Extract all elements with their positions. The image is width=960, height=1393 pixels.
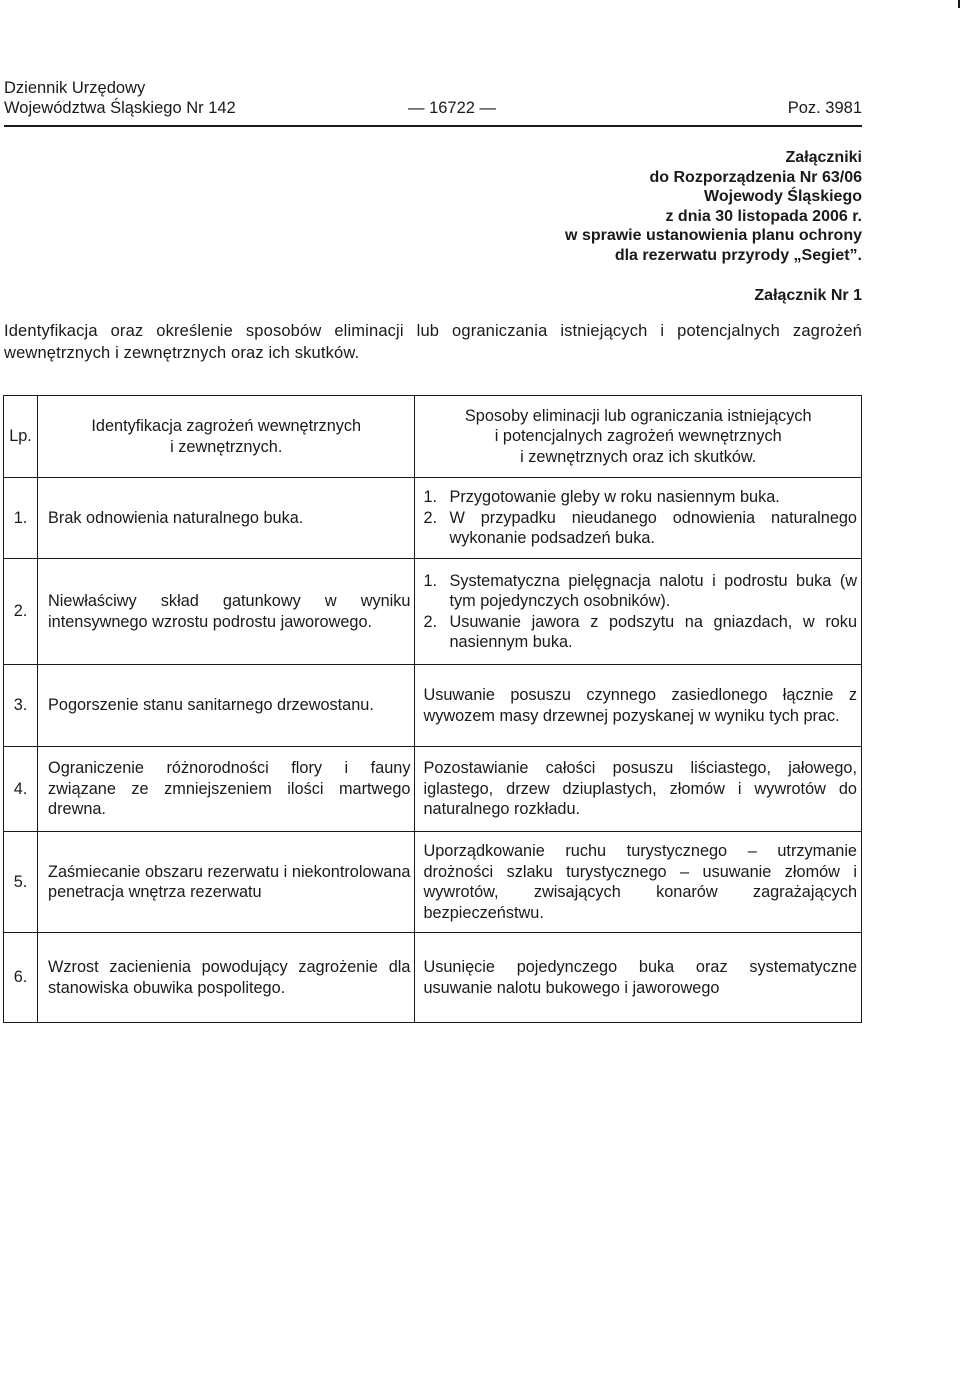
intro-paragraph: Identyfikacja oraz określenie sposobów eliminacji lub ograniczania istniejących i potencjalnych zagrożeń wewnętrznych i zewnętrznych oraz ich skutków.	[4, 322, 862, 362]
header-measures	[415, 396, 862, 478]
threat-cell: Pogorszenie stanu sanitarnego drzewostanu.	[38, 665, 415, 747]
measure-item-number: 1.	[423, 571, 438, 590]
position-number: Poz. 3981	[787, 99, 862, 117]
measure-cell: Uporządkowanie ruchu turystycznego – utrzymanie drożności szlaku turystycznego – usuwanie złomów i wywrotów, zwisających konarów zagrażających bezpieczeństwu.	[415, 832, 862, 933]
threats-table	[3, 395, 862, 1023]
measure-cell: Usuwanie posuszu czynnego zasiedlonego łącznie z wywozem masy drzewnej pozyskanej w wyniku tych prac.	[415, 665, 862, 747]
table-row	[4, 933, 862, 1023]
row-number: 4.	[4, 747, 38, 832]
journal-title-line2: Województwa Śląskiego Nr 142	[4, 99, 236, 117]
measure-item-text: Systematyczna pielęgnacja nalotu i podrostu buka (w tym pojedynczych osobników).	[449, 571, 857, 610]
measure-item-text: Przygotowanie gleby w roku nasiennym buka.	[449, 488, 780, 507]
threat-cell: Wzrost zacienienia powodujący zagrożenie dla stanowiska obuwika pospolitego.	[38, 933, 415, 1023]
measure-cell: Pozostawianie całości posuszu liściastego, jałowego, iglastego, drzew dziuplastych, złomów i wywrotów do naturalnego rozkładu.	[415, 747, 862, 832]
measure-item-number: 2.	[423, 612, 438, 631]
measure-cell	[415, 559, 862, 665]
measure-cell: Usunięcie pojedynczego buka oraz systematyczne usuwanie nalotu bukowego i jaworowego	[415, 933, 862, 1023]
row-number: 2.	[4, 559, 38, 665]
header-lp: Lp.	[4, 396, 38, 478]
annex-number: Załącznik Nr 1	[754, 287, 862, 304]
row-number: 5.	[4, 832, 38, 933]
running-header	[4, 78, 862, 118]
journal-title-line1: Dziennik Urzędowy	[4, 79, 146, 97]
header-measures-line: i potencjalnych zagrożeń wewnętrznych	[494, 427, 782, 446]
measure-item	[423, 612, 857, 653]
header-threats-line: i zewnętrznych.	[170, 437, 283, 456]
measure-item-number: 2.	[423, 508, 438, 527]
measure-item	[423, 487, 857, 508]
annex-line: do Rozporządzenia Nr 63/06	[649, 168, 862, 186]
table-row	[4, 665, 862, 747]
annex-line: Załączniki	[785, 149, 862, 166]
page-number: — 16722 —	[408, 99, 497, 117]
threat-cell: Zaśmiecanie obszaru rezerwatu i niekontrolowana penetracja wnętrza rezerwatu	[38, 832, 415, 933]
measure-item-text: Usuwanie jawora z podszytu na gniazdach, w roku nasiennym buka.	[449, 612, 857, 651]
header-threats-line: Identyfikacja zagrożeń wewnętrznych	[91, 417, 362, 435]
header-measures-line: Sposoby eliminacji lub ograniczania istniejących	[464, 406, 812, 425]
measure-item	[423, 508, 857, 549]
threat-cell: Niewłaściwy skład gatunkowy w wyniku intensywnego wzrostu podrostu jaworowego.	[38, 559, 415, 665]
measure-item-number: 1.	[423, 488, 438, 507]
annex-line: z dnia 30 listopada 2006 r.	[665, 207, 862, 225]
measure-cell	[415, 478, 862, 559]
measure-item	[423, 571, 857, 612]
threat-cell: Ograniczenie różnorodności flory i fauny związane ze zmniejszeniem ilości martwego drewna.	[38, 747, 415, 832]
annex-line: w sprawie ustanowienia planu ochrony	[565, 227, 862, 244]
table-row	[4, 478, 862, 559]
header-measures-line: i zewnętrznych oraz ich skutków.	[520, 447, 757, 466]
table-row	[4, 559, 862, 665]
table-row	[4, 747, 862, 832]
annex-line: dla rezerwatu przyrody „Segiet”.	[614, 246, 862, 264]
header-rule	[4, 125, 862, 127]
table-row	[4, 832, 862, 933]
row-number: 6.	[4, 933, 38, 1023]
row-number: 1.	[4, 478, 38, 559]
row-number: 3.	[4, 665, 38, 747]
table-header-row	[4, 396, 862, 478]
measure-item-text: W przypadku nieudanego odnowienia naturalnego wykonanie podsadzeń buka.	[449, 508, 857, 548]
annex-reference-block	[565, 148, 862, 265]
threat-cell: Brak odnowienia naturalnego buka.	[38, 478, 415, 559]
annex-line: Wojewody Śląskiego	[704, 188, 862, 205]
header-threats	[38, 396, 415, 478]
